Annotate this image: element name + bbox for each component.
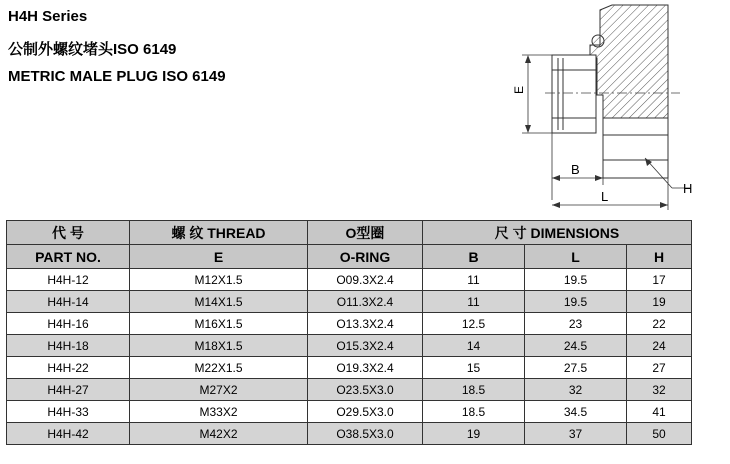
cell-oring: O19.3X2.4 [308, 357, 423, 379]
header-row-1 [7, 221, 692, 245]
cell-b: 18.5 [423, 379, 525, 401]
table-row [7, 335, 692, 357]
cell-l: 34.5 [525, 401, 627, 423]
cell-l: 24.5 [525, 335, 627, 357]
cell-h: 22 [627, 313, 692, 335]
cell-part: H4H-33 [7, 401, 130, 423]
cell-b: 15 [423, 357, 525, 379]
cell-thread: M33X2 [130, 401, 308, 423]
header-part-no: PART NO. [7, 245, 130, 269]
table-row [7, 379, 692, 401]
cell-oring: O15.3X2.4 [308, 335, 423, 357]
label-b: B [571, 162, 580, 177]
o-ring-shape [592, 35, 604, 47]
cell-l: 32 [525, 379, 627, 401]
header-dimensions: 尺 寸 DIMENSIONS [423, 221, 692, 245]
cell-l: 19.5 [525, 291, 627, 313]
header-l: L [525, 245, 627, 269]
cell-oring: O38.5X3.0 [308, 423, 423, 445]
cell-h: 19 [627, 291, 692, 313]
hatched-section [590, 5, 668, 118]
thread-body [552, 55, 596, 133]
cell-l: 19.5 [525, 269, 627, 291]
cell-l: 23 [525, 313, 627, 335]
cell-h: 17 [627, 269, 692, 291]
cell-oring: O29.5X3.0 [308, 401, 423, 423]
cell-oring: O11.3X2.4 [308, 291, 423, 313]
english-title: METRIC MALE PLUG ISO 6149 [8, 68, 226, 85]
header-oring: O-RING [308, 245, 423, 269]
cell-b: 14 [423, 335, 525, 357]
cell-thread: M42X2 [130, 423, 308, 445]
label-l: L [601, 189, 609, 204]
label-e: E [512, 85, 526, 94]
cell-b: 11 [423, 291, 525, 313]
cell-part: H4H-42 [7, 423, 130, 445]
cell-thread: M16X1.5 [130, 313, 308, 335]
cell-b: 19 [423, 423, 525, 445]
cell-part: H4H-18 [7, 335, 130, 357]
cell-oring: O13.3X2.4 [308, 313, 423, 335]
header-row-2 [7, 245, 692, 269]
cell-thread: M14X1.5 [130, 291, 308, 313]
table-row [7, 313, 692, 335]
cell-h: 24 [627, 335, 692, 357]
cell-b: 18.5 [423, 401, 525, 423]
cell-part: H4H-16 [7, 313, 130, 335]
cell-part: H4H-27 [7, 379, 130, 401]
cell-h: 50 [627, 423, 692, 445]
cell-h: 41 [627, 401, 692, 423]
table-row [7, 269, 692, 291]
series-title: H4H Series [8, 8, 88, 25]
cell-b: 12.5 [423, 313, 525, 335]
cell-oring: O09.3X2.4 [308, 269, 423, 291]
header-code: 代 号 [7, 221, 130, 245]
cell-l: 37 [525, 423, 627, 445]
label-h: H [683, 181, 693, 196]
header-b: B [423, 245, 525, 269]
cell-part: H4H-22 [7, 357, 130, 379]
cell-part: H4H-12 [7, 269, 130, 291]
table-row [7, 357, 692, 379]
cell-thread: M18X1.5 [130, 335, 308, 357]
cell-l: 27.5 [525, 357, 627, 379]
header-h: H [627, 245, 692, 269]
cell-b: 11 [423, 269, 525, 291]
chinese-title: 公制外螺纹堵头ISO 6149 [8, 41, 177, 58]
cell-part: H4H-14 [7, 291, 130, 313]
cell-thread: M22X1.5 [130, 357, 308, 379]
header-thread: 螺 纹 THREAD [130, 221, 308, 245]
table-row [7, 291, 692, 313]
header-e: E [130, 245, 308, 269]
cell-h: 32 [627, 379, 692, 401]
header-oring-cn: O型圈 [308, 221, 423, 245]
cell-thread: M27X2 [130, 379, 308, 401]
cell-thread: M12X1.5 [130, 269, 308, 291]
cell-h: 27 [627, 357, 692, 379]
dimension-table [6, 220, 692, 445]
cell-oring: O23.5X3.0 [308, 379, 423, 401]
plug-technical-drawing [500, 0, 710, 215]
table-row [7, 401, 692, 423]
table-row [7, 423, 692, 445]
